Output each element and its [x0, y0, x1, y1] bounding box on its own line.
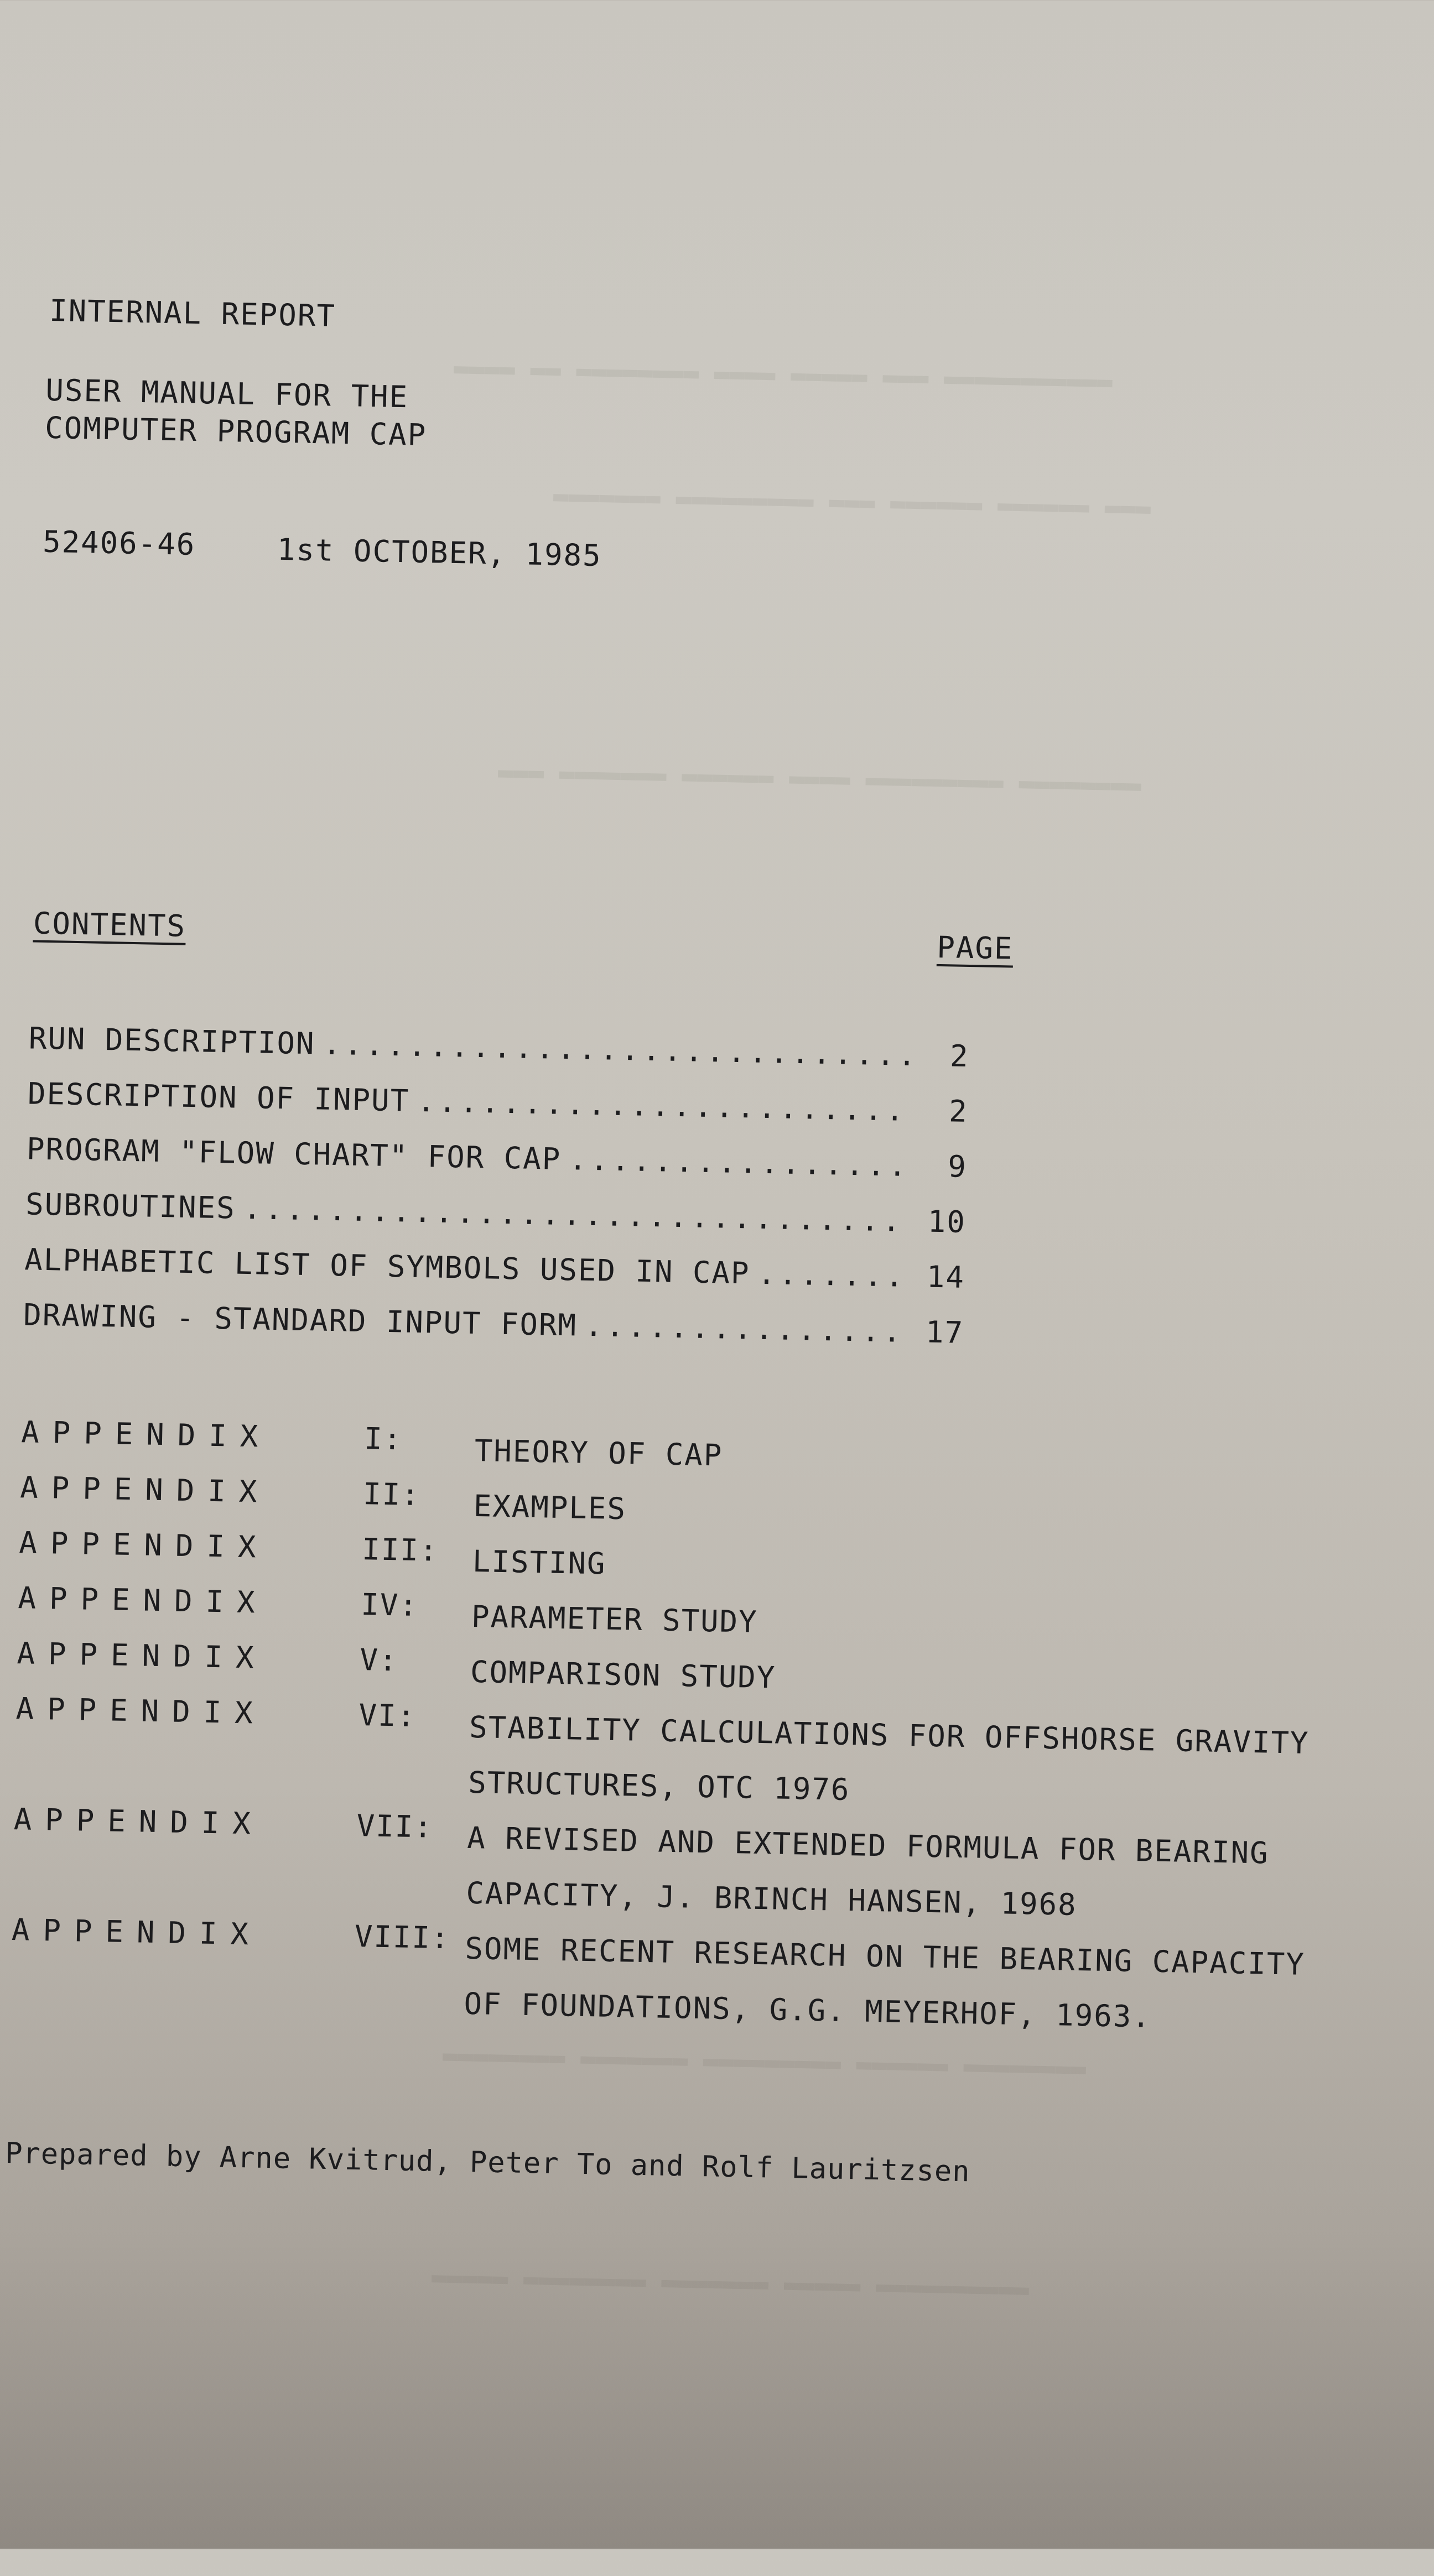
appendix-label: APPENDIX	[11, 1912, 262, 1952]
appendix-title: LISTING	[472, 1543, 607, 1581]
show-through-texture: ▬▬▬▬▬▬▬ ▬▬▬▬▬▬▬▬▬ ▬▬▬ ▬▬▬▬▬▬ ▬▬▬▬▬▬ ▬▬▬	[553, 480, 1151, 523]
appendix-title-line: CAPACITY, J. BRINCH HANSEN, 1968	[465, 1875, 1078, 1922]
appendix-title-line: A REVISED AND EXTENDED FORMULA FOR BEARING	[466, 1820, 1270, 1871]
appendix-label: APPENDIX	[13, 1802, 264, 1841]
toc-entry-title: DRAWING - STANDARD INPUT FORM	[23, 1297, 578, 1343]
appendix-label: APPENDIX	[17, 1580, 269, 1620]
toc-entry	[23, 1297, 964, 1350]
toc-entry-title: PROGRAM "FLOW CHART" FOR CAP	[26, 1131, 562, 1177]
show-through-texture: ▬▬▬ ▬▬▬▬▬▬▬ ▬▬▬▬▬▬ ▬▬▬▬ ▬▬▬▬▬▬▬▬▬ ▬▬▬▬▬▬▬▬	[497, 756, 1142, 800]
appendix-number: II:	[362, 1476, 421, 1513]
report-date: 1st OCTOBER, 1985	[277, 532, 602, 574]
appendix-title: THEORY OF CAP	[474, 1433, 723, 1473]
toc-entry-page: 2	[949, 1038, 970, 1074]
manual-title-line-1: USER MANUAL FOR THE	[45, 372, 409, 415]
toc-entry	[25, 1186, 967, 1240]
contents-heading: CONTENTS	[33, 905, 186, 944]
appendix-number: IV:	[360, 1587, 419, 1623]
appendix-title	[465, 1810, 1269, 1937]
appendix-label: APPENDIX	[18, 1525, 270, 1565]
report-type: INTERNAL REPORT	[49, 293, 336, 334]
toc-entry-page: 2	[948, 1094, 969, 1129]
toc-entry-title: RUN DESCRIPTION	[28, 1021, 316, 1061]
toc-entry-page: 9	[947, 1149, 968, 1184]
appendix-title	[467, 1700, 1310, 1826]
toc-entry-page: 17	[925, 1314, 964, 1350]
appendix-number: VIII:	[354, 1918, 451, 1956]
show-through-texture: ▬▬▬▬ ▬▬ ▬▬▬▬▬▬▬▬ ▬▬▬▬ ▬▬▬▬▬ ▬▬▬ ▬▬▬▬▬▬▬▬▬▬▬	[453, 352, 1113, 397]
page-column-heading: PAGE	[936, 929, 1014, 966]
leader-dots	[569, 1142, 910, 1183]
appendix-number: VII:	[356, 1808, 434, 1845]
appendix-number: VI:	[358, 1698, 417, 1734]
appendix-title: EXAMPLES	[473, 1488, 627, 1527]
leader-dots	[757, 1256, 908, 1294]
report-number: 52406-46	[42, 524, 196, 562]
prepared-by: Prepared by Arne Kvitrud, Peter To and Rolf Lauritzsen	[4, 2136, 971, 2189]
toc-entry-title: DESCRIPTION OF INPUT	[27, 1076, 410, 1118]
show-through-texture: ▬▬▬▬▬▬▬▬ ▬▬▬▬▬▬▬ ▬▬▬▬▬▬▬▬▬ ▬▬▬▬▬▬ ▬▬▬▬▬▬▬▬	[442, 2039, 1087, 2084]
leader-dots	[243, 1191, 908, 1238]
appendix-title: COMPARISON STUDY	[470, 1654, 776, 1695]
manual-title-line-2: COMPUTER PROGRAM CAP	[44, 410, 427, 452]
appendix-label: APPENDIX	[19, 1470, 271, 1510]
appendix-title-line: STABILITY CALCULATIONS FOR OFFSHORSE GRAVITY	[469, 1709, 1310, 1761]
leader-dots	[323, 1027, 912, 1073]
leader-dots	[584, 1308, 906, 1349]
toc-entry	[28, 1021, 969, 1074]
appendix-label: APPENDIX	[20, 1414, 272, 1454]
leader-dots	[417, 1084, 911, 1128]
show-through-texture: ▬▬▬▬▬ ▬▬▬▬▬▬▬▬ ▬▬▬▬▬▬▬ ▬▬▬▬▬ ▬▬▬▬▬▬▬▬▬▬	[431, 2261, 1030, 2304]
appendix-number: I:	[363, 1421, 403, 1457]
toc-entry-title: ALPHABETIC LIST OF SYMBOLS USED IN CAP	[24, 1242, 751, 1291]
appendix-title: PARAMETER STUDY	[471, 1599, 758, 1640]
appendix-label: APPENDIX	[15, 1691, 267, 1731]
appendix-title-line: STRUCTURES, OTC 1976	[467, 1765, 850, 1808]
appendix-number: III:	[361, 1532, 439, 1568]
toc-entry	[27, 1076, 968, 1129]
toc-entry	[27, 1131, 968, 1184]
appendix-title-line: OF FOUNDATIONS, G.G. MEYERHOF, 1963.	[464, 1986, 1152, 2034]
appendix-title	[464, 1921, 1306, 2048]
appendix-label: APPENDIX	[17, 1636, 268, 1675]
appendix-number: V:	[359, 1642, 399, 1678]
toc-entry-page: 10	[927, 1204, 967, 1240]
toc-entry-page: 14	[926, 1259, 965, 1295]
toc-entry	[24, 1242, 965, 1295]
toc-entry-title: SUBROUTINES	[25, 1186, 236, 1226]
appendix-title-line: SOME RECENT RESEARCH ON THE BEARING CAPACITY	[464, 1930, 1306, 1982]
